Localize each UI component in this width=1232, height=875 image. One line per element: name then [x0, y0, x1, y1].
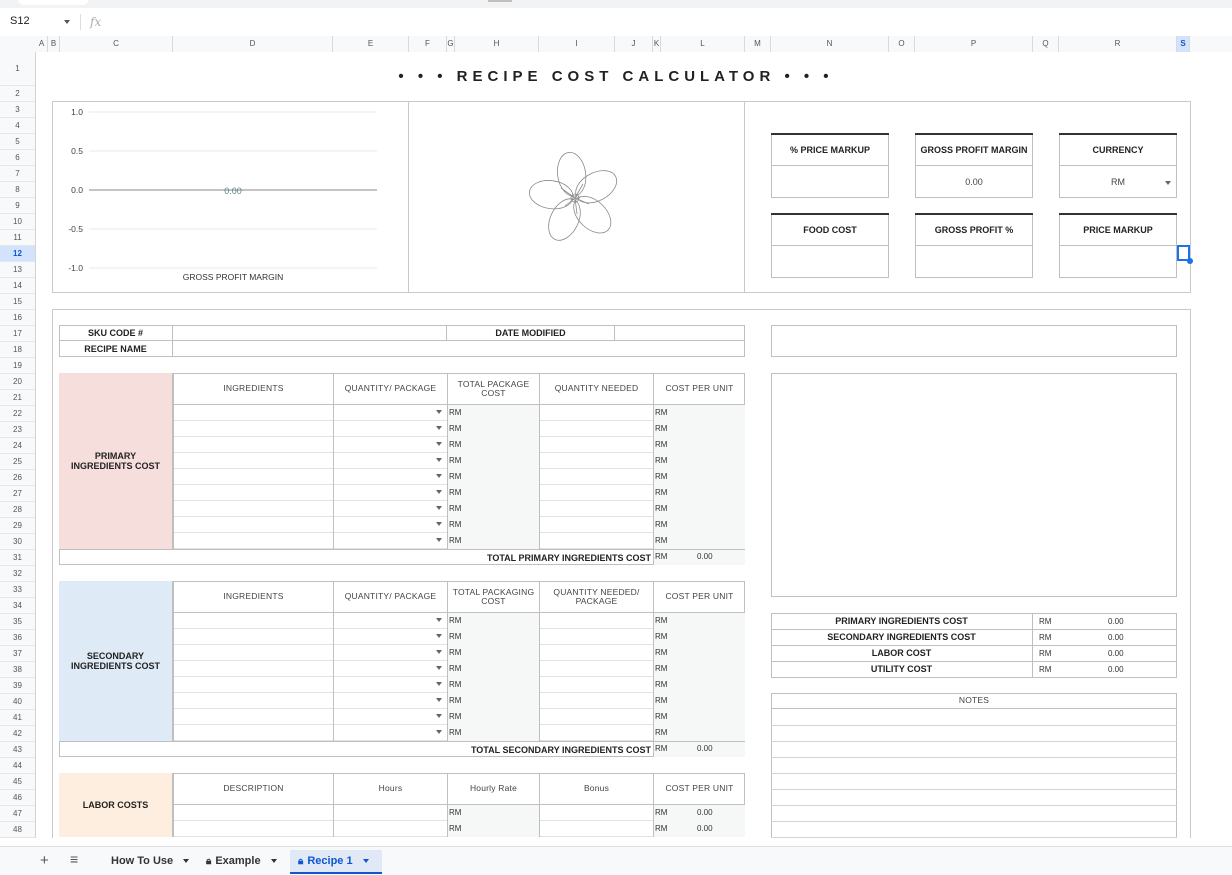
primary-total-label: TOTAL PRIMARY INGREDIENTS COST	[59, 549, 653, 565]
quantity-package-cell[interactable]	[333, 693, 447, 709]
row-header[interactable]: 15	[0, 294, 35, 310]
tab-how-to-use[interactable]	[111, 855, 189, 867]
ingredient-cell[interactable]	[173, 517, 333, 533]
cost-summary-label: SECONDARY INGREDIENTS COST	[771, 629, 1033, 645]
quantity-package-cell[interactable]	[333, 421, 447, 437]
dropdown-icon[interactable]	[436, 714, 442, 718]
dropdown-icon[interactable]	[436, 458, 442, 462]
dropdown-icon[interactable]	[436, 618, 442, 622]
row-header[interactable]: 12	[0, 246, 35, 262]
card-value[interactable]	[915, 246, 1033, 278]
name-box[interactable]: S12	[10, 15, 30, 27]
notes-line[interactable]	[771, 757, 1177, 758]
dropdown-icon[interactable]	[436, 730, 442, 734]
primary-section-label: PRIMARY INGREDIENTS COST	[59, 373, 173, 549]
currency-label: RM	[449, 536, 462, 545]
flower-logo	[409, 102, 744, 292]
quantity-needed-cell[interactable]	[539, 517, 653, 533]
y-tick-label: -1.0	[68, 263, 83, 273]
ingredient-cell[interactable]	[173, 821, 333, 837]
column-header[interactable]: M	[745, 36, 771, 52]
currency-label: RM	[655, 632, 668, 641]
row-header[interactable]: 27	[0, 486, 35, 502]
fill-handle[interactable]	[1187, 258, 1193, 264]
row-header[interactable]: 29	[0, 518, 35, 534]
formula-separator	[80, 14, 81, 30]
row-header[interactable]: 23	[0, 422, 35, 438]
column-header[interactable]: B	[48, 36, 60, 52]
cost-summary-label: LABOR COST	[771, 645, 1033, 661]
column-header[interactable]: R	[1059, 36, 1177, 52]
row-header[interactable]: 2	[0, 86, 35, 102]
lock-icon: 🔒︎	[298, 855, 304, 867]
card-label: CURRENCY	[1059, 133, 1177, 166]
currency-label: RM	[655, 472, 668, 481]
currency-label: RM	[1039, 665, 1052, 674]
ingredient-cell[interactable]	[173, 613, 333, 629]
row-header[interactable]: 26	[0, 470, 35, 486]
page-title: • • • RECIPE COST CALCULATOR • • •	[398, 68, 834, 85]
notes-line[interactable]	[771, 725, 1177, 726]
row-header[interactable]: 32	[0, 566, 35, 582]
row-header[interactable]: 30	[0, 534, 35, 550]
row-header[interactable]: 19	[0, 358, 35, 374]
quantity-needed-cell[interactable]	[539, 485, 653, 501]
dropdown-icon[interactable]	[436, 650, 442, 654]
dropdown-icon[interactable]	[436, 426, 442, 430]
currency-label: RM	[449, 712, 462, 721]
ingredient-cell[interactable]	[173, 629, 333, 645]
column-header: TOTAL PACKAGING COST	[447, 581, 539, 613]
quantity-needed-cell[interactable]	[539, 405, 653, 421]
currency-label: RM	[655, 616, 668, 625]
tab-label: Recipe 1	[307, 855, 353, 867]
card-value[interactable]: 0.00	[965, 177, 983, 187]
column-header[interactable]: L	[661, 36, 745, 52]
quantity-needed-cell[interactable]	[539, 725, 653, 741]
chart-panel	[52, 101, 409, 293]
quantity-package-cell[interactable]	[333, 805, 447, 821]
quantity-needed-cell[interactable]	[539, 469, 653, 485]
currency-label: RM	[449, 664, 462, 673]
currency-label: RM	[449, 440, 462, 449]
quantity-needed-cell[interactable]	[539, 677, 653, 693]
row-header[interactable]: 8	[0, 182, 35, 198]
dropdown-icon[interactable]	[436, 538, 442, 542]
row-header[interactable]: 41	[0, 710, 35, 726]
cost-summary-value: 0.00	[1108, 649, 1124, 658]
currency-label: RM	[655, 488, 668, 497]
dropdown-icon[interactable]	[436, 634, 442, 638]
quantity-needed-cell[interactable]	[539, 821, 653, 837]
quantity-needed-cell[interactable]	[539, 661, 653, 677]
column-header: QUANTITY/ PACKAGE	[333, 581, 447, 613]
recipe-image-box[interactable]	[771, 373, 1177, 597]
tab-dropdown-icon[interactable]	[271, 859, 277, 863]
notes-box[interactable]	[771, 693, 1177, 838]
dropdown-icon[interactable]	[436, 442, 442, 446]
row-header[interactable]: 46	[0, 790, 35, 806]
column-header[interactable]: J	[615, 36, 653, 52]
notes-line[interactable]	[771, 773, 1177, 774]
date-modified-input[interactable]	[615, 325, 745, 341]
notes-label: NOTES	[771, 693, 1177, 709]
tab-dropdown-icon[interactable]	[183, 859, 189, 863]
currency-label: RM	[449, 424, 462, 433]
all-sheets-menu-icon[interactable]: ≡	[70, 851, 79, 867]
row-header[interactable]: 43	[0, 742, 35, 758]
labor-section-label: LABOR COSTS	[59, 773, 173, 837]
dropdown-icon[interactable]	[436, 666, 442, 670]
ingredient-cell[interactable]	[173, 725, 333, 741]
row-header[interactable]: 10	[0, 214, 35, 230]
row-header[interactable]: 22	[0, 406, 35, 422]
ingredient-cell[interactable]	[173, 677, 333, 693]
row-header[interactable]: 36	[0, 630, 35, 646]
recipe-image-header[interactable]	[771, 325, 1177, 357]
row-header[interactable]: 17	[0, 326, 35, 342]
ingredient-cell[interactable]	[173, 709, 333, 725]
row-header[interactable]: 42	[0, 726, 35, 742]
dropdown-icon[interactable]	[436, 410, 442, 414]
quantity-package-cell[interactable]	[333, 821, 447, 837]
column-header: INGREDIENTS	[173, 373, 333, 405]
column-header[interactable]: N	[771, 36, 889, 52]
tab-example[interactable]	[206, 855, 277, 867]
currency-label: RM	[449, 728, 462, 737]
quantity-package-cell[interactable]	[333, 469, 447, 485]
card-label: PRICE MARKUP	[1059, 213, 1177, 246]
row-header[interactable]: 48	[0, 822, 35, 838]
row-header[interactable]: 18	[0, 342, 35, 358]
currency-label: RM	[449, 504, 462, 513]
currency-label: RM	[449, 616, 462, 625]
secondary-section-label: SECONDARY INGREDIENTS COST	[59, 581, 173, 741]
quantity-package-cell[interactable]	[333, 501, 447, 517]
quantity-package-cell[interactable]	[333, 517, 447, 533]
currency-label: RM	[655, 456, 668, 465]
row-header[interactable]: 25	[0, 454, 35, 470]
ingredient-cell[interactable]	[173, 805, 333, 821]
y-tick-label: -0.5	[68, 224, 83, 234]
row-header[interactable]: 40	[0, 694, 35, 710]
y-tick-label: 0.0	[71, 185, 83, 195]
currency-label: RM	[449, 520, 462, 529]
currency-label: RM	[655, 408, 668, 417]
currency-label: RM	[449, 680, 462, 689]
column-header: QUANTITY NEEDED	[539, 373, 653, 405]
row-header[interactable]: 3	[0, 102, 35, 118]
row-header[interactable]: 11	[0, 230, 35, 246]
quantity-needed-cell[interactable]	[539, 421, 653, 437]
cost-summary-label: PRIMARY INGREDIENTS COST	[771, 613, 1033, 629]
card-label: GROSS PROFIT %	[915, 213, 1033, 246]
column-header[interactable]: Q	[1033, 36, 1059, 52]
currency-label: RM	[655, 424, 668, 433]
row-header[interactable]: 16	[0, 310, 35, 326]
row-header[interactable]: 33	[0, 582, 35, 598]
column-header: COST PER UNIT	[653, 373, 745, 405]
quantity-package-cell[interactable]	[333, 533, 447, 549]
quantity-needed-cell[interactable]	[539, 693, 653, 709]
dropdown-icon[interactable]	[436, 506, 442, 510]
currency-label: RM	[449, 648, 462, 657]
date-modified-label: DATE MODIFIED	[447, 325, 615, 341]
cost-summary-value: 0.00	[1108, 617, 1124, 626]
row-header[interactable]: 28	[0, 502, 35, 518]
quantity-package-cell[interactable]	[333, 437, 447, 453]
row-header[interactable]: 7	[0, 166, 35, 182]
currency-label: RM	[655, 744, 668, 753]
column-header: Bonus	[539, 773, 653, 805]
y-tick-label: 0.5	[71, 146, 83, 156]
sheet-grid[interactable]	[36, 52, 1232, 838]
column-header: COST PER UNIT	[653, 581, 745, 613]
row-header[interactable]: 4	[0, 118, 35, 134]
column-header[interactable]: G	[447, 36, 455, 52]
column-header[interactable]: F	[409, 36, 447, 52]
add-sheet-icon[interactable]: +	[40, 852, 49, 869]
ingredient-cell[interactable]	[173, 485, 333, 501]
tab-label: Example	[215, 855, 261, 867]
currency-label: RM	[449, 824, 462, 833]
gross-profit-chart	[53, 102, 408, 292]
quantity-needed-cell[interactable]	[539, 613, 653, 629]
currency-label: RM	[655, 520, 668, 529]
notes-line[interactable]	[771, 821, 1177, 822]
quantity-needed-cell[interactable]	[539, 533, 653, 549]
currency-label: RM	[655, 536, 668, 545]
currency-label: RM	[655, 504, 668, 513]
currency-label: RM	[655, 680, 668, 689]
ingredient-cell[interactable]	[173, 501, 333, 517]
quantity-package-cell[interactable]	[333, 677, 447, 693]
row-header[interactable]: 38	[0, 662, 35, 678]
dropdown-icon[interactable]	[436, 698, 442, 702]
column-header: Hourly Rate	[447, 773, 539, 805]
column-header: QUANTITY/ PACKAGE	[333, 373, 447, 405]
column-header[interactable]: K	[653, 36, 661, 52]
top-handle	[488, 0, 512, 2]
secondary-total-value: 0.00	[697, 744, 713, 753]
column-header[interactable]: E	[333, 36, 409, 52]
currency-label: RM	[449, 456, 462, 465]
formula-bar	[0, 8, 1232, 37]
quantity-needed-cell[interactable]	[539, 629, 653, 645]
card-value[interactable]	[771, 246, 889, 278]
currency-label: RM	[449, 696, 462, 705]
ingredient-cell[interactable]	[173, 437, 333, 453]
notes-line[interactable]	[771, 837, 1177, 838]
row-header[interactable]: 5	[0, 134, 35, 150]
recipe-name-label: RECIPE NAME	[59, 341, 173, 357]
ingredient-cell[interactable]	[173, 469, 333, 485]
quantity-package-cell[interactable]	[333, 725, 447, 741]
currency-label: RM	[655, 664, 668, 673]
cost-value: 0.00	[697, 824, 713, 833]
sku-label: SKU CODE #	[59, 325, 173, 341]
ingredient-cell[interactable]	[173, 405, 333, 421]
quantity-package-cell[interactable]	[333, 485, 447, 501]
column-header[interactable]: I	[539, 36, 615, 52]
row-header[interactable]: 39	[0, 678, 35, 694]
secondary-total-label: TOTAL SECONDARY INGREDIENTS COST	[59, 741, 653, 757]
currency-label: RM	[655, 440, 668, 449]
notes-line[interactable]	[771, 741, 1177, 742]
row-header[interactable]: 13	[0, 262, 35, 278]
row-header[interactable]: 37	[0, 646, 35, 662]
column-header: INGREDIENTS	[173, 581, 333, 613]
name-box-dropdown-icon[interactable]	[64, 20, 70, 24]
quantity-needed-cell[interactable]	[539, 453, 653, 469]
currency-label: RM	[449, 632, 462, 641]
card-value[interactable]	[1059, 246, 1177, 278]
dropdown-icon[interactable]	[436, 490, 442, 494]
currency-label: RM	[1039, 633, 1052, 642]
ingredient-cell[interactable]	[173, 453, 333, 469]
row-header[interactable]: 21	[0, 390, 35, 406]
row-header[interactable]: 9	[0, 198, 35, 214]
column-header[interactable]: O	[889, 36, 915, 52]
column-header: Hours	[333, 773, 447, 805]
currency-label: RM	[655, 824, 668, 833]
row-header[interactable]: 35	[0, 614, 35, 630]
row-header[interactable]: 47	[0, 806, 35, 822]
ingredient-cell[interactable]	[173, 693, 333, 709]
quantity-package-cell[interactable]	[333, 405, 447, 421]
data-label: 0.00	[224, 186, 242, 196]
tab-recipe-1[interactable]	[298, 855, 369, 867]
currency-label: RM	[449, 808, 462, 817]
currency-label: RM	[655, 552, 668, 561]
column-header[interactable]: D	[173, 36, 333, 52]
column-header[interactable]: A	[36, 36, 48, 52]
column-header[interactable]: C	[60, 36, 173, 52]
ingredient-cell[interactable]	[173, 533, 333, 549]
currency-label: RM	[655, 728, 668, 737]
card-label: GROSS PROFIT MARGIN	[915, 133, 1033, 166]
currency-label: RM	[449, 488, 462, 497]
cost-summary-label: UTILITY COST	[771, 661, 1033, 677]
row-header[interactable]: 45	[0, 774, 35, 790]
quantity-package-cell[interactable]	[333, 629, 447, 645]
lock-icon: 🔒︎	[206, 855, 212, 867]
quantity-needed-cell[interactable]	[539, 645, 653, 661]
tab-dropdown-icon[interactable]	[363, 859, 369, 863]
cost-summary-value: 0.00	[1108, 633, 1124, 642]
top-tab-pill	[18, 0, 88, 5]
currency-label: RM	[449, 408, 462, 417]
row-header[interactable]: 24	[0, 438, 35, 454]
column-header[interactable]: S	[1177, 36, 1190, 52]
row-headers	[0, 52, 36, 838]
tab-label: How To Use	[111, 855, 174, 867]
cost-summary-value: 0.00	[1108, 665, 1124, 674]
quantity-package-cell[interactable]	[333, 709, 447, 725]
ingredient-cell[interactable]	[173, 661, 333, 677]
primary-total-value: 0.00	[697, 552, 713, 561]
fx-icon: fx	[90, 15, 102, 29]
currency-label: RM	[655, 808, 668, 817]
window-top-strip	[0, 0, 1232, 8]
row-header[interactable]: 31	[0, 550, 35, 566]
dropdown-icon[interactable]	[436, 682, 442, 686]
notes-line[interactable]	[771, 789, 1177, 790]
column-header: TOTAL PACKAGE COST	[447, 373, 539, 405]
currency-label: RM	[655, 696, 668, 705]
cost-value: 0.00	[697, 808, 713, 817]
column-header[interactable]: H	[455, 36, 539, 52]
column-header: DESCRIPTION	[173, 773, 333, 805]
quantity-needed-cell[interactable]	[539, 709, 653, 725]
row-header[interactable]: 20	[0, 374, 35, 390]
row-header[interactable]: 6	[0, 150, 35, 166]
column-header: COST PER UNIT	[653, 773, 745, 805]
quantity-needed-cell[interactable]	[539, 437, 653, 453]
row-header[interactable]: 34	[0, 598, 35, 614]
currency-label: RM	[655, 648, 668, 657]
column-header: QUANTITY NEEDED/ PACKAGE	[539, 581, 653, 613]
y-tick-label: 1.0	[71, 107, 83, 117]
quantity-package-cell[interactable]	[333, 453, 447, 469]
card-label: FOOD COST	[771, 213, 889, 246]
notes-line[interactable]	[771, 805, 1177, 806]
currency-label: RM	[1039, 649, 1052, 658]
column-header[interactable]: P	[915, 36, 1033, 52]
currency-label: RM	[1039, 617, 1052, 626]
logo-panel	[408, 101, 745, 293]
currency-label: RM	[449, 472, 462, 481]
quantity-needed-cell[interactable]	[539, 501, 653, 517]
dropdown-icon[interactable]	[436, 474, 442, 478]
row-header[interactable]: 14	[0, 278, 35, 294]
ingredient-cell[interactable]	[173, 645, 333, 661]
quantity-package-cell[interactable]	[333, 645, 447, 661]
row-header[interactable]: 1	[0, 52, 35, 86]
ingredient-cell[interactable]	[173, 421, 333, 437]
quantity-needed-cell[interactable]	[539, 805, 653, 821]
currency-label: RM	[655, 712, 668, 721]
card-label: % PRICE MARKUP	[771, 133, 889, 166]
dropdown-icon[interactable]	[436, 522, 442, 526]
quantity-package-cell[interactable]	[333, 661, 447, 677]
quantity-package-cell[interactable]	[333, 613, 447, 629]
sku-input[interactable]	[173, 325, 447, 341]
row-header[interactable]: 44	[0, 758, 35, 774]
x-axis-label: GROSS PROFIT MARGIN	[182, 272, 284, 282]
card-value[interactable]	[771, 166, 889, 198]
column-headers	[0, 36, 1232, 53]
recipe-name-input[interactable]	[173, 341, 745, 357]
currency-dropdown-icon[interactable]	[1165, 181, 1171, 185]
card-value[interactable]: RM	[1111, 177, 1125, 187]
